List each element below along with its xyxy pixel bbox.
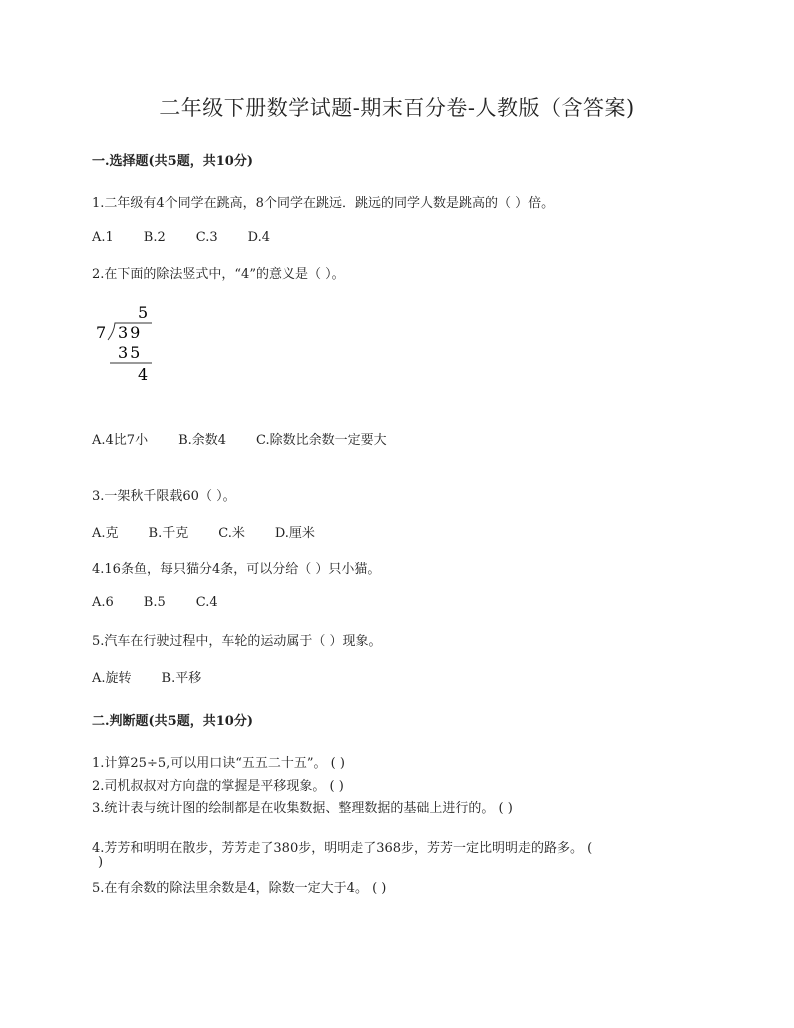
judgment-4-continuation: ) [98,855,104,870]
option: B.平移 [161,671,202,686]
option: D.4 [247,230,271,245]
judgment-2: 2.司机叔叔对方向盘的掌握是平移现象。 ( ) [92,779,344,794]
section-header-judgment: 二.判断题(共5题，共10分) [92,714,253,729]
question-3-options [92,522,345,541]
division-divisor: 7 [96,323,107,342]
option: A.克 [92,526,119,541]
section-header-choice: 一.选择题(共5题，共10分) [92,154,253,169]
division-product: 35 [118,343,143,362]
judgment-1: 1.计算25÷5,可以用口诀“五五二十五”。 ( ) [92,756,345,771]
division-dividend: 39 [118,323,143,342]
option: B.余数4 [178,433,227,448]
question-5: 5.汽车在行驶过程中，车轮的运动属于（ ）现象。 [92,634,382,649]
division-quotient: 5 [138,303,149,322]
question-1-options [92,230,300,245]
option: B.2 [143,230,166,245]
long-division-figure [96,302,166,384]
option: C.除数比余数一定要大 [256,433,387,448]
question-4: 4.16条鱼，每只猫分4条，可以分给（ ）只小猫。 [92,562,381,577]
judgment-4: 4.芳芳和明明在散步，芳芳走了380步，明明走了368步，芳芳一定比明明走的路多。 ( [92,841,593,856]
question-3: 3.一架秋千限载60（ ）。 [92,489,236,504]
question-2-options [92,429,417,448]
question-2: 2.在下面的除法竖式中，“4”的意义是（ ）。 [92,267,345,282]
question-5-options [92,667,231,686]
option: C.米 [218,526,245,541]
option: A.6 [92,595,114,610]
option: B.5 [143,595,166,610]
question-4-options [92,595,248,610]
question-1: 1.二年级有4个同学在跳高，8个同学在跳远．跳远的同学人数是跳高的（ ）倍。 [92,196,555,211]
option: A.4比7小 [92,433,149,448]
option: C.4 [195,595,218,610]
page-title: 二年级下册数学试题-期末百分卷-人教版（含答案) [159,96,635,120]
option: B.千克 [148,526,189,541]
division-remainder: 4 [138,365,149,384]
judgment-5: 5.在有余数的除法里余数是4，除数一定大于4。 ( ) [92,881,387,896]
option: A.1 [92,230,114,245]
option: C.3 [195,230,218,245]
option: A.旋转 [92,671,132,686]
option: D.厘米 [274,526,315,541]
judgment-3: 3.统计表与统计图的绘制都是在收集数据、整理数据的基础上进行的。 ( ) [92,801,513,816]
